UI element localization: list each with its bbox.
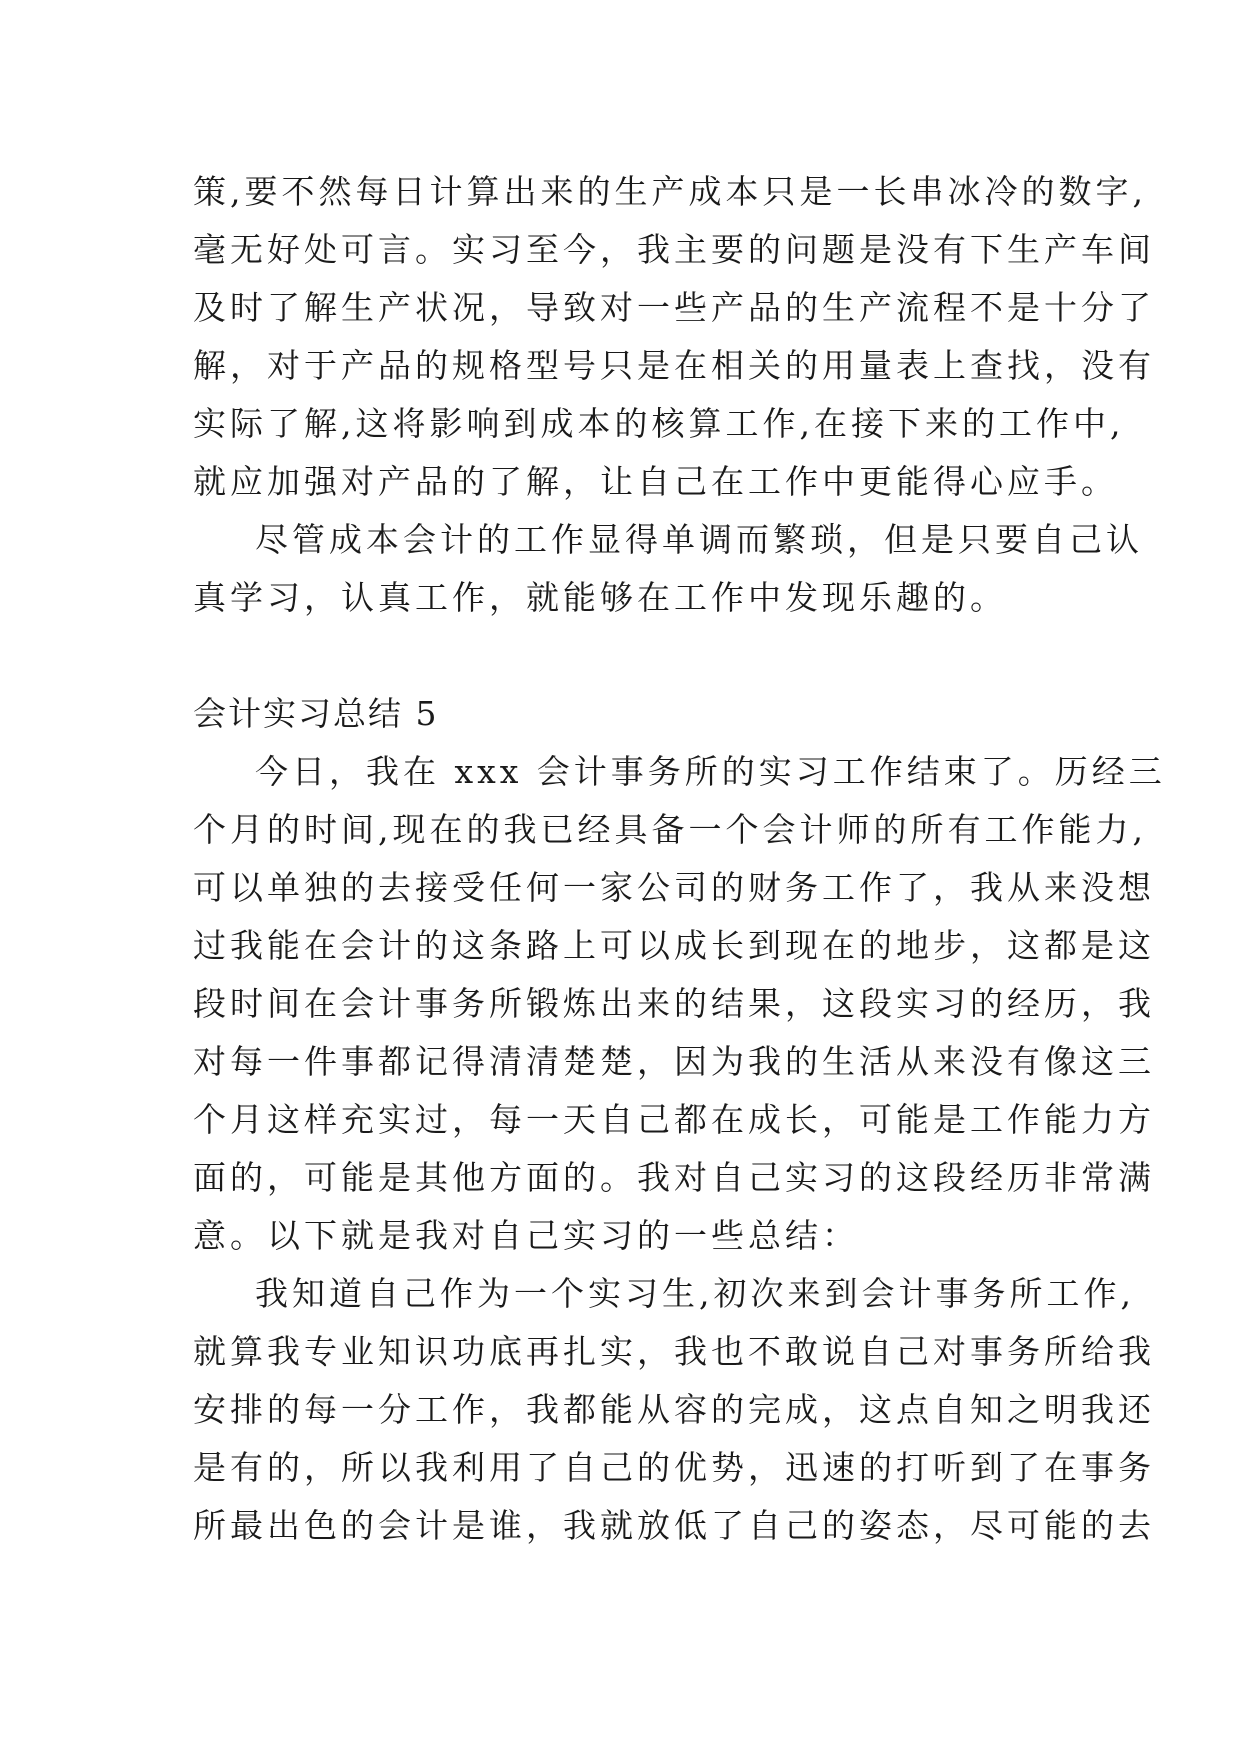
text-line: 就应加强对产品的了解，让自己在工作中更能得心应手。 <box>193 462 1118 501</box>
text-line: 段时间在会计事务所锻炼出来的结果，这段实习的经历，我 <box>193 984 1155 1023</box>
paragraph-1 <box>193 163 1155 511</box>
text-line: 尽管成本会计的工作显得单调而繁琐，但是只要自己认 <box>255 520 1143 559</box>
paragraph-3 <box>193 743 1166 1265</box>
text-line: 我知道自己作为一个实习生,初次来到会计事务所工作, <box>255 1274 1135 1313</box>
document-body <box>193 163 1166 1555</box>
text-line: 个月这样充实过，每一天自己都在成长，可能是工作能力方 <box>193 1100 1155 1139</box>
text-line: 策,要不然每日计算出来的生产成本只是一长串冰冷的数字, <box>193 172 1147 211</box>
paragraph-4 <box>193 1265 1155 1555</box>
blank-line <box>193 627 1053 685</box>
text-line: 及时了解生产状况，导致对一些产品的生产流程不是十分了 <box>193 288 1155 327</box>
text-line: 可以单独的去接受任何一家公司的财务工作了，我从来没想 <box>193 868 1155 907</box>
text-line: 面的，可能是其他方面的。我对自己实习的这段经历非常满 <box>193 1158 1155 1197</box>
paragraph-2 <box>193 511 1143 627</box>
text-line: 是有的，所以我利用了自己的优势，迅速的打听到了在事务 <box>193 1448 1155 1487</box>
text-line: 对每一件事都记得清清楚楚，因为我的生活从来没有像这三 <box>193 1042 1155 1081</box>
text-line: 毫无好处可言。实习至今，我主要的问题是没有下生产车间 <box>193 230 1155 269</box>
text-line: 今日，我在 xxx 会计事务所的实习工作结束了。历经三 <box>255 752 1166 791</box>
text-line: 个月的时间,现在的我已经具备一个会计师的所有工作能力, <box>193 810 1147 849</box>
text-line: 过我能在会计的这条路上可以成长到现在的地步，这都是这 <box>193 926 1155 965</box>
section-title: 会计实习总结 5 <box>193 694 439 733</box>
text-line: 意。以下就是我对自己实习的一些总结： <box>193 1216 859 1255</box>
text-line: 实际了解,这将影响到成本的核算工作,在接下来的工作中, <box>193 404 1125 443</box>
text-line: 安排的每一分工作，我都能从容的完成，这点自知之明我还 <box>193 1390 1155 1429</box>
text-line: 真学习，认真工作，就能够在工作中发现乐趣的。 <box>193 578 1007 617</box>
text-line: 所最出色的会计是谁，我就放低了自己的姿态，尽可能的去 <box>193 1506 1155 1545</box>
text-line: 就算我专业知识功底再扎实，我也不敢说自己对事务所给我 <box>193 1332 1155 1371</box>
text-line: 解，对于产品的规格型号只是在相关的用量表上查找，没有 <box>193 346 1155 385</box>
